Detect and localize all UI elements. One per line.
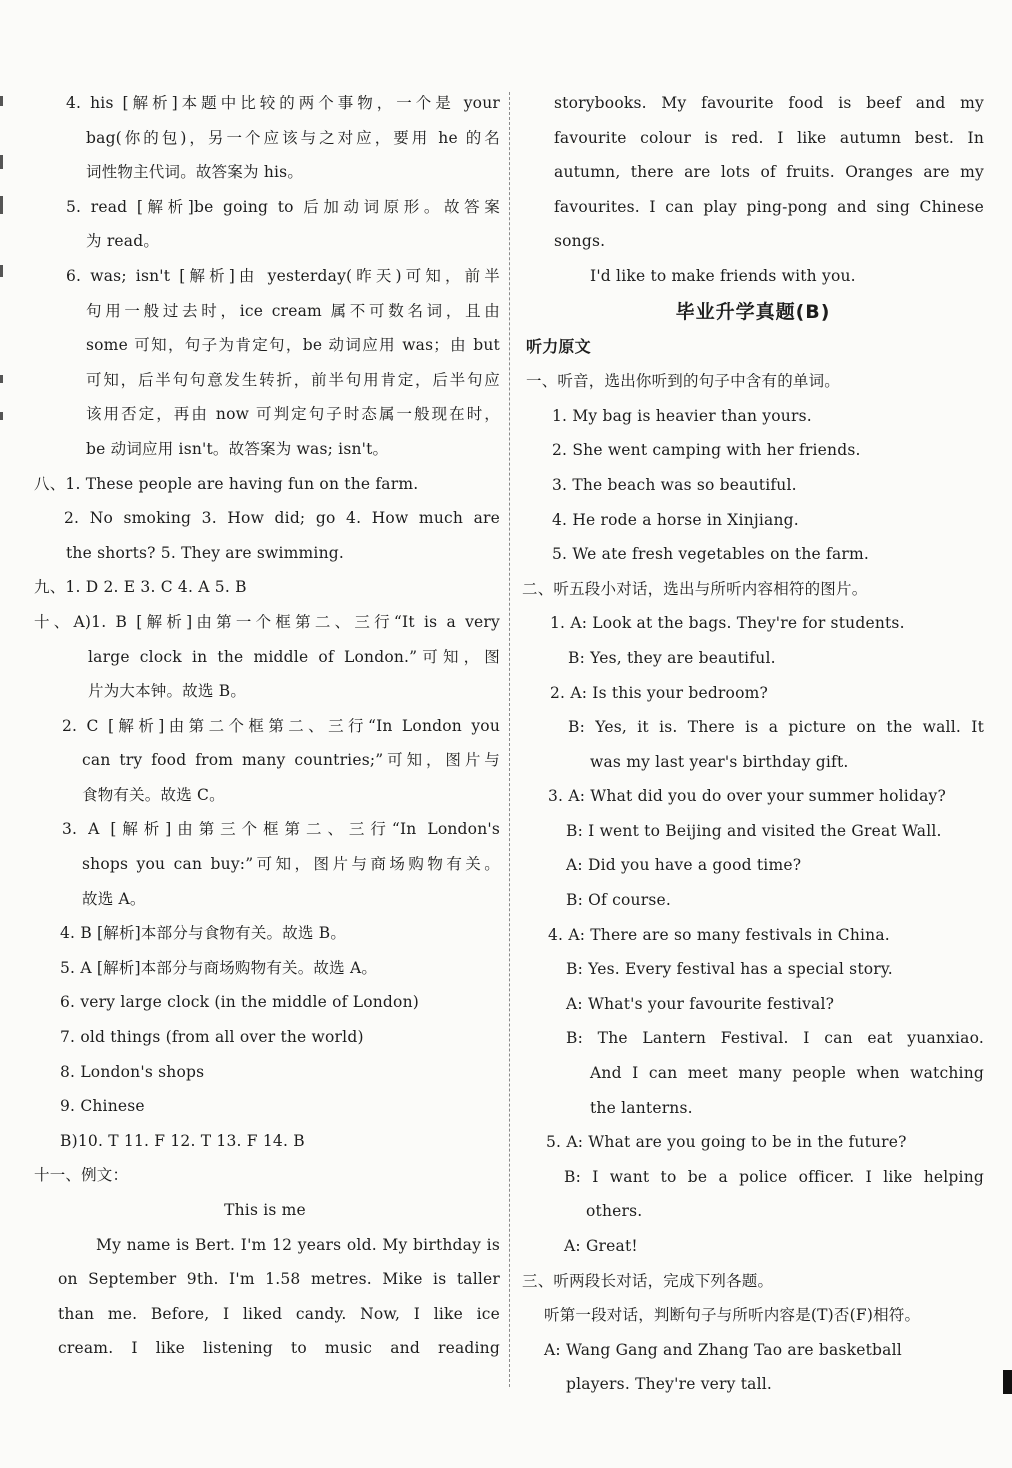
text-line: 二、听五段小对话，选出与所听内容相符的图片。	[522, 579, 868, 598]
text-line: 听第一段对话，判断句子与所听内容是(T)否(F)相符。	[544, 1306, 921, 1325]
text-line: others.	[586, 1202, 643, 1221]
text-line: 一、听音，选出你听到的句子中含有的单词。	[526, 372, 841, 391]
text-line: 9. Chinese	[60, 1097, 145, 1116]
text-line: 1. A: Look at the bags. They're for students.	[550, 614, 905, 633]
text-line: B)10. T 11. F 12. T 13. F 14. B	[60, 1131, 305, 1150]
text-line: 1. My bag is heavier than yours.	[552, 406, 812, 425]
text-line: 6. very large clock (in the middle of London)	[60, 993, 420, 1012]
text-line: the lanterns.	[590, 1098, 693, 1117]
text-line: 5. A [解析]本部分与商场购物有关。故选 A。	[60, 958, 378, 977]
text-line: 5. A: What are you going to be in the future?	[546, 1133, 907, 1152]
text-line: 4. A: There are so many festivals in China.	[548, 925, 890, 944]
text-line: 句用一般过去时，ice cream 属不可数名词，且由	[86, 301, 500, 320]
text-line: 该用否定，再由 now 可判定句子时态属一般现在时，	[86, 405, 500, 424]
text-line: 可知，后半句句意发生转折，前半句用肯定，后半句应	[86, 370, 500, 389]
text-line: 4. He rode a horse in Xinjiang.	[552, 510, 799, 529]
text-line: can try food from many countries;”可知，图片与	[82, 751, 500, 770]
text-line: 片为大本钟。故选 B。	[88, 682, 247, 701]
text-line: on September 9th. I'm 1.58 metres. Mike is taller	[58, 1270, 500, 1289]
text-line: B: Yes, it is. There is a picture on the wall. It	[568, 718, 984, 737]
text-line: than me. Before, I liked candy. Now, I like ice	[58, 1304, 500, 1323]
column-divider	[509, 92, 510, 1387]
text-line: And I can meet many people when watching	[590, 1064, 984, 1083]
text-line: storybooks. My favourite food is beef and my	[554, 94, 984, 112]
text-line: be 动词应用 isn't。故答案为 was; isn't。	[86, 439, 389, 458]
text-line: My name is Bert. I'm 12 years old. My birthday is	[96, 1235, 500, 1254]
text-line: players. They're very tall.	[566, 1375, 773, 1394]
text-line: A: What's your favourite festival?	[566, 994, 835, 1013]
text-line: A: Wang Gang and Zhang Tao are basketball	[544, 1340, 902, 1359]
text-line: 4. his [解析]本题中比较的两个事物，一个是 your	[66, 94, 500, 112]
right-column	[522, 86, 984, 1402]
text-line: favourite colour is red. I like autumn best. In	[554, 128, 984, 147]
text-line: 2. A: Is this your bedroom?	[550, 683, 769, 702]
text-line: the shorts? 5. They are swimming.	[66, 543, 345, 562]
text-line: bag(你的包)，另一个应该与之对应，要用 he 的名	[86, 128, 500, 147]
text-line: 听力原文	[526, 336, 591, 356]
text-line: 2. No smoking 3. How did; go 4. How much are	[64, 509, 500, 528]
text-line: 3. A [解析]由第三个框第二、三行“In London's	[62, 820, 500, 839]
section-title: 毕业升学真题(B)	[675, 300, 831, 323]
text-line: B: Of course.	[566, 891, 671, 910]
text-line: 2. She went camping with her friends.	[552, 441, 861, 460]
text-line: 7. old things (from all over the world)	[60, 1028, 364, 1047]
text-line: 2. C [解析]由第二个框第二、三行“In London you	[62, 716, 500, 735]
text-line: B: I want to be a police officer. I like helping	[564, 1167, 984, 1186]
text-line: favourites. I can play ping-pong and sing Chinese	[554, 197, 984, 216]
text-line: 4. B [解析]本部分与食物有关。故选 B。	[60, 924, 347, 943]
text-line: B: I went to Beijing and visited the Great Wall.	[566, 821, 942, 840]
text-line: A: Great!	[564, 1237, 638, 1255]
text-line: songs.	[554, 232, 606, 251]
text-line: 十一、例文：	[34, 1166, 129, 1185]
text-line: 6. was; isn't [解析]由 yesterday(昨天)可知，前半	[66, 266, 500, 285]
text-line: 5. We ate fresh vegetables on the farm.	[552, 545, 870, 564]
text-line: B: Yes. Every festival has a special story.	[566, 960, 893, 979]
text-line: 为 read。	[86, 232, 160, 251]
text-line: cream. I like listening to music and reading	[58, 1339, 500, 1358]
page-corner-mark	[1003, 1370, 1012, 1394]
text-line: 8. London's shops	[60, 1062, 205, 1081]
text-line: 十、A)1. B [解析]由第一个框第二、三行“It is a very	[34, 612, 500, 631]
text-line: was my last year's birthday gift.	[590, 752, 849, 771]
text-line: some 可知，句子为肯定句，be 动词应用 was；由 but	[86, 336, 500, 355]
text-line: 词性物主代词。故答案为 his。	[86, 163, 304, 182]
text-line: A: Did you have a good time?	[566, 856, 802, 875]
text-line: 食物有关。故选 C。	[82, 785, 225, 804]
text-line: B: Yes, they are beautiful.	[568, 648, 776, 667]
text-line: 5. read [解析]be going to 后加动词原形。故答案	[66, 197, 500, 216]
text-line: I'd like to make friends with you.	[590, 266, 856, 285]
text-line: B: The Lantern Festival. I can eat yuanxiao.	[566, 1029, 984, 1048]
text-line: 故选 A。	[82, 889, 146, 908]
text-line: This is me	[224, 1201, 306, 1219]
text-line: 九、1. D 2. E 3. C 4. A 5. B	[34, 578, 247, 597]
text-line: shops you can buy:”可知，图片与商场购物有关。	[82, 855, 500, 874]
text-line: 八、1. These people are having fun on the farm.	[34, 474, 419, 493]
left-column	[30, 86, 500, 1366]
text-line: autumn, there are lots of fruits. Oranges are my	[554, 163, 984, 182]
text-line: 3. The beach was so beautiful.	[552, 475, 797, 494]
text-line: large clock in the middle of London.”可知，图	[88, 647, 500, 666]
text-line: 3. A: What did you do over your summer holiday?	[548, 787, 946, 806]
text-line: 三、听两段长对话，完成下列各题。	[522, 1271, 774, 1290]
